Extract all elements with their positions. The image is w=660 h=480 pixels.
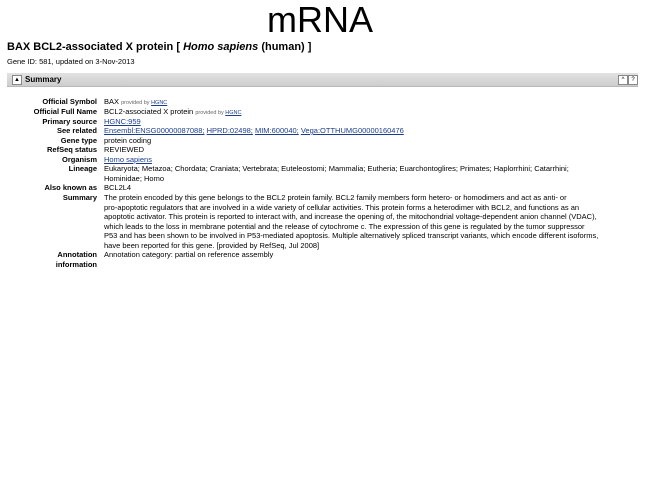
summary-line: P53 and has been shown to be involved in P53-mediated apoptosis. Multiple alternatively spliced transcript variants, which encode different isoforms, [104, 231, 599, 240]
lineage-value [104, 164, 638, 183]
organism-link[interactable]: Homo sapiens [104, 155, 152, 164]
lineage-line: Eukaryota; Metazoa; Chordata; Craniata; Vertebrata; Euteleostomi; Mammalia; Eutheria; Euarchontoglires; Primates; Haplorrhini; Catarrhini; [104, 164, 569, 173]
bracket-open: [ [176, 41, 181, 53]
summary-section-header[interactable] [7, 73, 638, 87]
refseq-status-value: REVIEWED [104, 145, 145, 154]
gene-type-label: Gene type [60, 136, 97, 145]
gene-heading [7, 41, 311, 53]
annotation-value: Annotation category: partial on reference assembly [104, 250, 274, 259]
official-full-name-text: BCL2-associated X protein [104, 107, 194, 116]
summary-line: The protein encoded by this gene belongs to the BCL2 protein family. BCL2 family members form hetero- or homodimers and act as anti- or [104, 193, 567, 202]
provider-link[interactable]: HGNC [225, 110, 242, 116]
vega-link[interactable]: Vega:OTTHUMG00000160476 [300, 126, 404, 135]
refseq-status-label: RefSeq status [46, 145, 97, 154]
hprd-link[interactable]: HPRD:02498; [206, 126, 253, 135]
mim-link[interactable]: MIM:600040; [254, 126, 299, 135]
provided-by-text: provided by HGNC [195, 110, 242, 116]
summary-label: Summary [62, 193, 97, 202]
annotation-label-line: information [55, 259, 97, 269]
gene-symbol-heading: BAX [7, 41, 31, 53]
gene-id-line: Gene ID: 581, updated on 3-Nov-2013 [7, 57, 135, 66]
ensembl-link[interactable]: Ensembl:ENSG00000087088; [104, 126, 205, 135]
help-icon[interactable]: ? [628, 75, 638, 85]
primary-source-link[interactable]: HGNC:959 [104, 117, 141, 126]
collapse-icon[interactable]: ▲ [12, 75, 22, 85]
annotation-label-line: Annotation [57, 250, 97, 259]
summary-text [104, 193, 638, 250]
primary-source-label: Primary source [42, 117, 97, 126]
gene-name-heading: BCL2-associated X protein [33, 41, 174, 53]
organism-italic: Homo sapiens [183, 41, 259, 53]
official-symbol-text: BAX [104, 97, 120, 106]
summary-section-label: Summary [25, 75, 62, 84]
gene-type-value: protein coding [104, 136, 152, 145]
annotation-label [7, 250, 97, 269]
lineage-label: Lineage [68, 164, 97, 173]
organism-label: Organism [61, 155, 97, 164]
lineage-line: Hominidae; Homo [104, 173, 165, 183]
organism-common: (human) [261, 41, 305, 53]
also-known-as-label: Also known as [44, 183, 97, 192]
slide-title: mRNA [267, 0, 373, 40]
summary-line: have been reported for this gene. [provided by RefSeq, Jul 2008] [104, 240, 320, 250]
official-full-name-label: Official Full Name [33, 107, 97, 116]
provider-link[interactable]: HGNC [151, 100, 168, 106]
summary-line: which leads to the loss in membrane potential and the release of cytochrome c. The expression of this gene is regulated by the tumor suppressor [104, 221, 585, 231]
scroll-up-icon[interactable]: ^ [618, 75, 628, 85]
see-related-label: See related [56, 126, 97, 135]
summary-line: pro-apoptotic regulators that are involved in a wide variety of cellular activities. This protein forms a heterodimer with BCL2, and functions as an [104, 202, 580, 212]
provided-by-text: provided by HGNC [121, 100, 168, 106]
official-symbol-label: Official Symbol [42, 97, 97, 106]
summary-line: apoptotic activator. This protein is reported to interact with, and increase the opening of, the mitochondrial voltage-dependent anion channel (VDAC), [104, 212, 597, 221]
bracket-close: ] [307, 41, 312, 53]
also-known-as-value: BCL2L4 [104, 183, 132, 192]
